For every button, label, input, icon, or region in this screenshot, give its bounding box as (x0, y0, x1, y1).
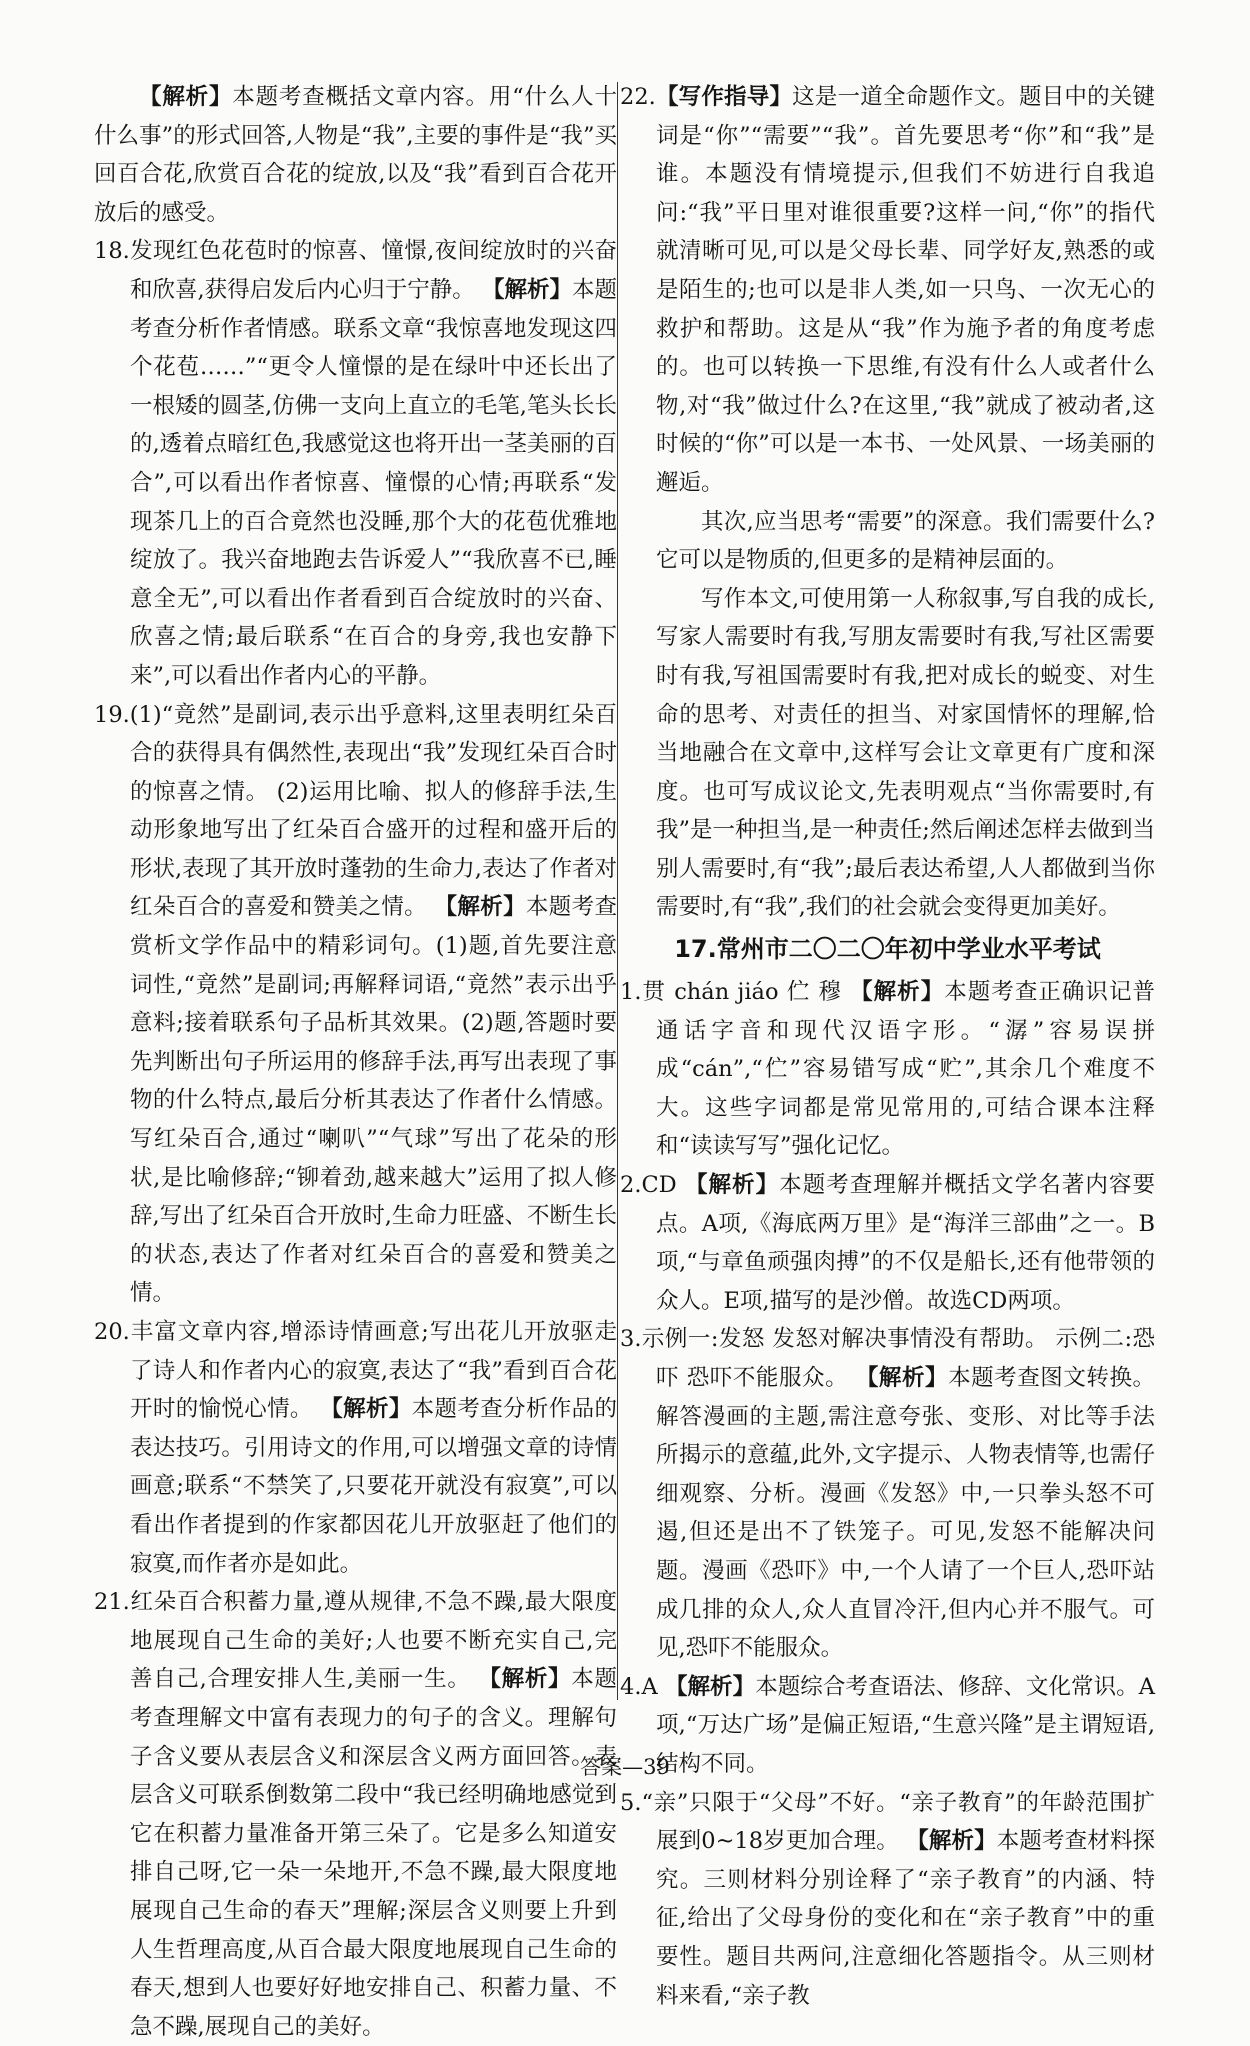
analysis-tag: 【解析】 (481, 276, 572, 303)
answer-22-paragraph-2: 其次,应当思考“需要”的深意。我们需要什么?它可以是物质的,但更多的是精神层面的。 (656, 508, 1155, 574)
answer-paragraph: 【解析】本题考查概括文章内容。用“什么人十什么事”的形式回答,人物是“我”,主要的事件是“我”买回百合花,欣赏百合花的绽放,以及“我”看到百合花开放后的感受。 (94, 84, 617, 226)
answer-19: 19.(1)“竟然”是副词,表示出乎意料,这里表明红朵百合的获得具有偶然性,表现出“我”发现红朵百合时的惊喜之情。 (2)运用比喻、拟人的修辞手法,生动形象地写出了红朵百合盛开的过程和盛开后的形状,表现了其开放时蓬勃的生命力,表达了作者对红朵百合的喜爱和赞美之情。 【解析】本题考查赏析文学作品中的精彩词句。(1)题,首先要注意词性,“竟然”是副词;再解释词语,“竟然”表示出乎意料;接着联系句子品析其效果。(2)题,答题时要先判断出句子所运用的修辞手法,再写出表现了事物的什么特点,最后分析其表达了作者什么情感。写红朵百合,通过“喇叭”“气球”写出了花朵的形状,是比喻修辞;“铆着劲,越来越大”运用了拟人修辞,写出了红朵百合开放时,生命力旺盛、不断生长的状态,表达了作者对红朵百合的喜爱和赞美之情。 (94, 701, 617, 1307)
column-divider (617, 82, 618, 1700)
analysis-tag: 【解析】 (664, 1673, 756, 1700)
right-column (620, 78, 1155, 2015)
answer-2: 2.CD 【解析】本题考查理解并概括文学名著内容要点。A项,《海底两万里》是“海洋三部曲”之一。B项,“与章鱼顽强肉搏”的不仅是船长,还有他带领的众人。E项,描写的是沙僧。故选CD两项。 (620, 1172, 1155, 1314)
answer-4: 4.A 【解析】本题综合考查语法、修辞、文化常识。A项,“万达广场”是偏正短语,“生意兴隆”是主谓短语,结构不同。 (620, 1673, 1155, 1777)
analysis-tag: 【解析】 (478, 1666, 572, 1693)
page-number: 答案—39 (580, 1755, 670, 1779)
section-heading: 17.常州市二〇二〇年初中学业水平考试 (674, 935, 1101, 964)
answer-1: 1.贯 chán jiáo 伫 穆 【解析】本题考查正确识记普通话字音和现代汉语字形。“潺”容易误拼成“cán”,“伫”容易错写成“贮”,其余几个难度不大。这些字词都是常见常用的,可结合课本注释和“读读写写”强化记忆。 (620, 979, 1155, 1160)
answer-22-paragraph-3: 写作本文,可使用第一人称叙事,写自我的成长,写家人需要时有我,写朋友需要时有我,写社区需要时有我,写祖国需要时有我,把对成长的蜕变、对生命的思考、对责任的担当、对家国情怀的理解,恰当地融合在文章中,这样写会让文章更有广度和深度。也可写成议论文,先表明观点“当你需要时,有我”是一种担当,是一种责任;然后阐述怎样去做到当别人需要时,有“我”;最后表达希望,人人都做到当你需要时,有“我”,我们的社会就会变得更加美好。 (656, 585, 1155, 921)
answer-18: 18.发现红色花苞时的惊喜、憧憬,夜间绽放时的兴奋和欣喜,获得启发后内心归于宁静。 【解析】本题考查分析作者情感。联系文章“我惊喜地发现这四个花苞……”“更令人憧憬的是在绿叶中还长出了一根矮的圆茎,仿佛一支向上直立的毛笔,笔头长长的,透着点暗红色,我感觉这也将开出一茎美丽的百合”,可以看出作者惊喜、憧憬的心情;再联系“发现茶几上的百合竟然也没睡,那个大的花苞优雅地绽放了。我兴奋地跑去告诉爱人”“我欣喜不已,睡意全无”,可以看出作者看到百合绽放时的兴奋、欣喜之情;最后联系“在百合的身旁,我也安静下来”,可以看出作者内心的平静。 (94, 238, 617, 689)
analysis-tag: 【解析】 (434, 894, 526, 921)
analysis-tag: 【解析】 (139, 84, 233, 110)
writing-guide-tag: 【写作指导】 (655, 84, 793, 110)
answer-22: 22.【写作指导】这是一道全命题作文。题目中的关键词是“你”“需要”“我”。首先要思考“你”和“我”是谁。本题没有情境提示,但我们不妨进行自我追问:“我”平日里对谁很重要?这样一问,“你”的指代就清晰可见,可以是父母长辈、同学好友,熟悉的或是陌生的;也可以是非人类,如一只鸟、一次无心的救护和帮助。这是从“我”作为施予者的角度考虑的。也可以转换一下思维,有没有什么人或者什么物,对“我”做过什么?在这里,“我”就成了被动者,这时候的“你”可以是一本书、一处风景、一场美丽的邂逅。 (620, 84, 1155, 496)
answer-21: 21.红朵百合积蓄力量,遵从规律,不急不躁,最大限度地展现自己生命的美好;人也要不断充实自己,完善自己,合理安排人生,美丽一生。 【解析】本题考查理解文中富有表现力的句子的含义。理解句子含义要从表层含义和深层含义两方面回答。表层含义可联系倒数第二段中“我已经明确地感觉到它在积蓄力量准备开第三朵了。它是多么知道安排自己呀,它一朵一朵地开,不急不躁,最大限度地展现自己生命的春天”理解;深层含义则要上升到人生哲理高度,从百合最大限度地展现自己生命的春天,想到人也要好好地安排自己、积蓄力量、不急不躁,展现自己的美好。 (94, 1589, 617, 2040)
left-column (94, 78, 617, 2046)
analysis-tag: 【解析】 (320, 1396, 412, 1423)
analysis-tag: 【解析】 (684, 1172, 780, 1199)
analysis-tag: 【解析】 (850, 979, 945, 1006)
answer-3: 3.示例一:发怒 发怒对解决事情没有帮助。 示例二:恐吓 恐吓不能服众。 【解析】本题考查图文转换。解答漫画的主题,需注意夸张、变形、对比等手法所揭示的意蕴,此外,文字提示、人物表情等,也需仔细观察、分析。漫画《发怒》中,一只拳头怒不可遏,但还是出不了铁笼子。可见,发怒不能解决问题。漫画《恐吓》中,一个人请了一个巨人,恐吓站成几排的众人,众人直冒冷汗,但内心并不服气。可见,恐吓不能服众。 (620, 1326, 1155, 1662)
analysis-tag: 【解析】 (906, 1828, 997, 1855)
analysis-tag: 【解析】 (855, 1365, 949, 1391)
answer-5: 5.“亲”只限于“父母”不好。“亲子教育”的年龄范围扩展到0~18岁更加合理。 【解析】本题考查材料探究。三则材料分别诠释了“亲子教育”的内涵、特征,给出了父母身份的变化和在“亲子教育”中的重要性。题目共两问,注意细化答题指令。从三则材料来看,“亲子教 (620, 1789, 1155, 2009)
answer-20: 20.丰富文章内容,增添诗情画意;写出花儿开放驱走了诗人和作者内心的寂寞,表达了“我”看到百合花开时的愉悦心情。 【解析】本题考查分析作品的表达技巧。引用诗文的作用,可以增强文章的诗情画意;联系“不禁笑了,只要花开就没有寂寞”,可以看出作者提到的作家都因花儿开放驱赶了他们的寂寞,而作者亦是如此。 (94, 1319, 617, 1577)
